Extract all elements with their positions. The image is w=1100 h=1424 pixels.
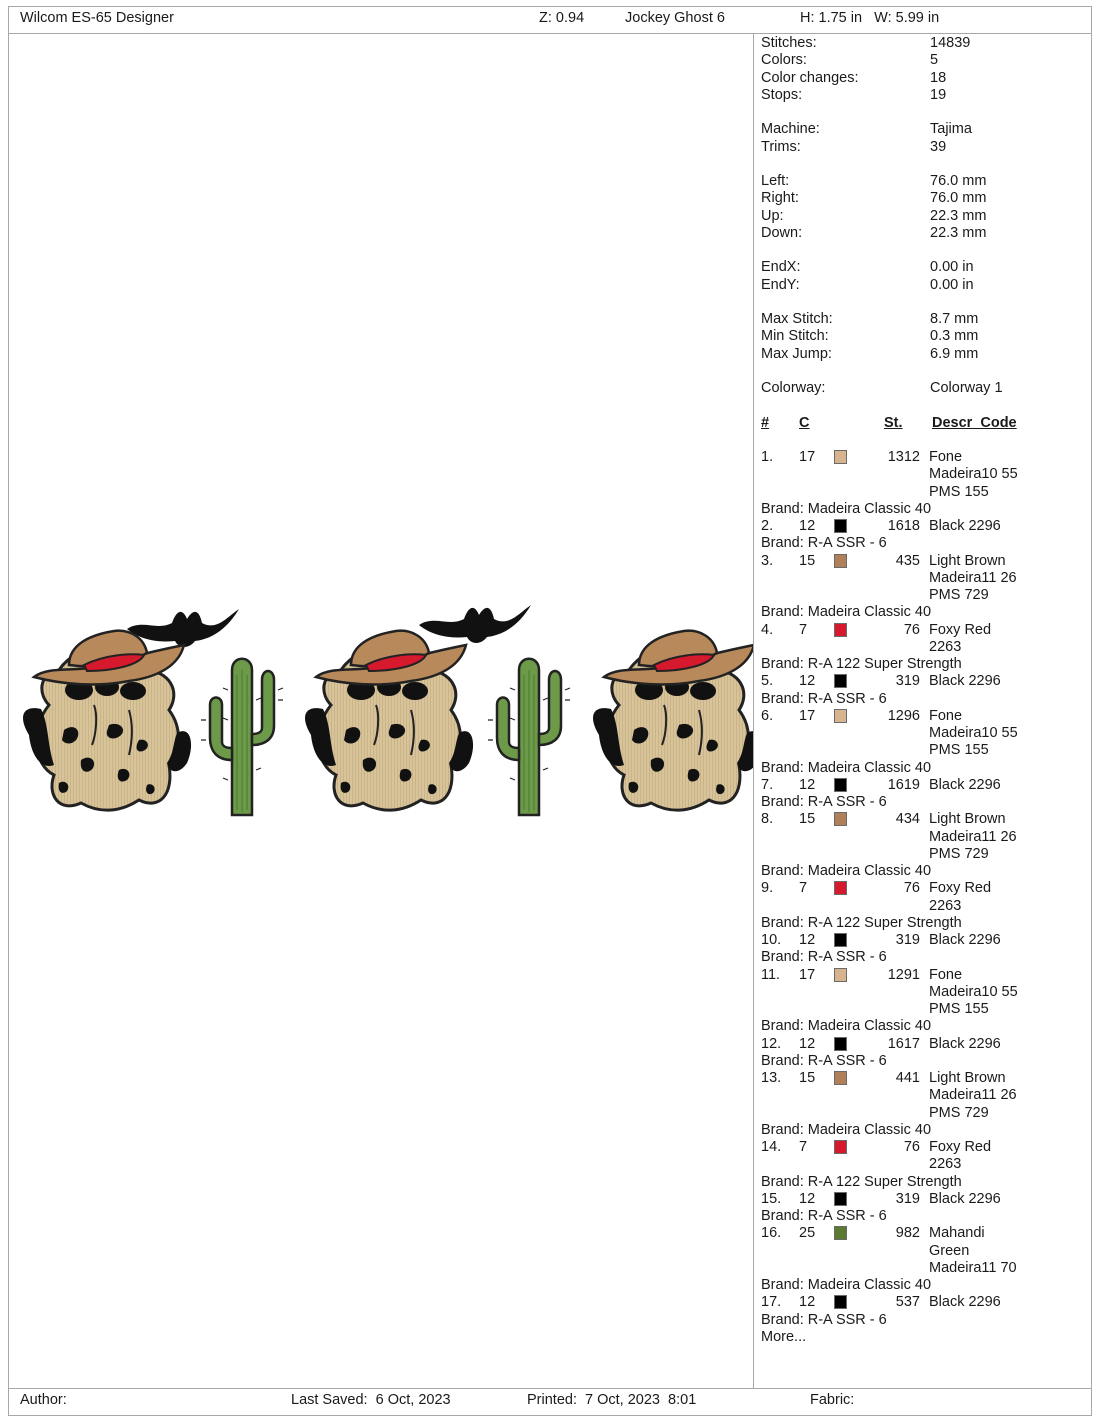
color-row xyxy=(761,622,1089,657)
color-row-brand: Brand: R-A SSR - 6 xyxy=(761,1311,887,1328)
color-row-num: 14. xyxy=(761,1139,782,1155)
color-row xyxy=(761,1225,1089,1277)
color-row xyxy=(761,811,1089,863)
stat-stops: Stops: 19 xyxy=(761,86,947,103)
color-row-code: 15 xyxy=(799,1070,816,1086)
color-row-brand: Brand: R-A 122 Super Strength xyxy=(761,1173,962,1190)
color-row xyxy=(761,777,1089,794)
col-stitches: St. xyxy=(884,414,903,431)
color-row xyxy=(761,932,1089,949)
color-row-stitches: 435 xyxy=(895,552,920,569)
color-row-stitches: 441 xyxy=(895,1070,920,1086)
color-row-brand: Brand: R-A 122 Super Strength xyxy=(761,914,962,931)
color-row-stitches: 319 xyxy=(895,1190,920,1207)
printed-date: Printed: 7 Oct, 2023 8:01 xyxy=(527,1392,697,1408)
stat-down: Down: 22.3 mm xyxy=(761,224,987,241)
stat-endx: EndX: 0.00 in xyxy=(761,259,974,276)
stat-machine: Machine: Tajima xyxy=(761,121,972,138)
color-row-num: 13. xyxy=(761,1070,782,1086)
color-row-desc: Fone Madeira10 55 PMS 155 xyxy=(929,449,1018,500)
color-row-stitches: 1619 xyxy=(887,776,920,793)
color-table xyxy=(761,449,1089,1329)
stat-max-stitch: Max Stitch: 8.7 mm xyxy=(761,311,979,327)
color-row xyxy=(761,449,1089,501)
color-swatch xyxy=(834,674,847,688)
color-swatch xyxy=(834,1295,847,1309)
color-swatch xyxy=(834,968,847,982)
color-row-num: 6. xyxy=(761,707,774,724)
color-row-brand: Brand: R-A 122 Super Strength xyxy=(761,656,962,672)
design-name: Jockey Ghost 6 xyxy=(625,10,725,26)
color-row-num: 12. xyxy=(761,1035,782,1052)
color-row-num: 11. xyxy=(761,966,781,983)
color-row-brand: Brand: R-A SSR - 6 xyxy=(761,535,887,552)
color-row-desc: Black 2296 xyxy=(929,1294,1001,1311)
color-row-stitches: 76 xyxy=(903,1139,920,1155)
color-row-desc: Foxy Red 2263 xyxy=(929,621,992,655)
ghost-icon-1 xyxy=(23,631,191,810)
color-row xyxy=(761,1191,1089,1208)
col-num: # xyxy=(761,414,770,431)
color-row-desc: Black 2296 xyxy=(929,518,1001,534)
color-swatch xyxy=(834,812,847,826)
design-motif xyxy=(23,605,753,815)
color-row xyxy=(761,673,1089,690)
design-size: H: 1.75 in W: 5.99 in xyxy=(800,10,940,26)
color-row-desc: Black 2296 xyxy=(929,1035,1001,1052)
color-row-code: 17 xyxy=(799,966,816,983)
stat-right: Right: 76.0 mm xyxy=(761,190,987,207)
color-row-brand: Brand: Madeira Classic 40 xyxy=(761,604,932,621)
color-row-num: 9. xyxy=(761,880,774,897)
color-row-num: 8. xyxy=(761,811,774,828)
color-row-desc: Mahandi Green Madeira11 70 xyxy=(929,1225,1017,1276)
color-swatch xyxy=(834,554,847,568)
color-row xyxy=(761,880,1089,915)
panel-divider xyxy=(753,34,754,1388)
color-row-stitches: 319 xyxy=(895,673,920,690)
color-row xyxy=(761,1036,1089,1053)
color-row-code: 12 xyxy=(799,1190,816,1207)
ghost-icon-2 xyxy=(305,631,473,810)
color-row-brand: Brand: Madeira Classic 40 xyxy=(761,1121,932,1138)
color-row-num: 17. xyxy=(761,1294,782,1311)
color-row-code: 15 xyxy=(799,552,816,569)
color-row-num: 5. xyxy=(761,673,774,690)
stat-endy: EndY: 0.00 in xyxy=(761,276,974,293)
color-swatch xyxy=(834,623,847,637)
stat-max-jump: Max Jump: 6.9 mm xyxy=(761,345,979,362)
footer-bar xyxy=(8,1388,1092,1416)
stat-left: Left: 76.0 mm xyxy=(761,173,987,189)
stats-panel xyxy=(761,35,1089,1346)
color-row-code: 12 xyxy=(799,776,816,793)
color-row-brand: Brand: R-A SSR - 6 xyxy=(761,690,887,707)
stat-color-changes: Color changes: 18 xyxy=(761,69,947,86)
color-row-num: 10. xyxy=(761,932,782,948)
color-table-header xyxy=(761,415,1089,432)
color-row-desc: Fone Madeira10 55 PMS 155 xyxy=(929,966,1018,1017)
fabric-label: Fabric: xyxy=(810,1392,855,1408)
stat-stitches: Stitches: 14839 xyxy=(761,35,971,51)
col-code: C xyxy=(799,414,810,431)
color-row-brand: Brand: R-A SSR - 6 xyxy=(761,949,887,966)
color-row-brand: Brand: R-A SSR - 6 xyxy=(761,1208,887,1224)
color-row-num: 3. xyxy=(761,552,774,569)
stat-up: Up: 22.3 mm xyxy=(761,207,987,224)
color-row-desc: Light Brown Madeira11 26 PMS 729 xyxy=(929,811,1017,862)
color-row-num: 2. xyxy=(761,518,774,534)
color-row-brand: Brand: R-A SSR - 6 xyxy=(761,1052,887,1069)
color-swatch xyxy=(834,933,847,947)
color-row-stitches: 537 xyxy=(895,1294,920,1311)
last-saved: Last Saved: 6 Oct, 2023 xyxy=(291,1392,451,1408)
ghost-icon-3 xyxy=(593,631,753,810)
color-row-code: 7 xyxy=(799,880,808,897)
color-row-desc: Foxy Red 2263 xyxy=(929,880,992,914)
stat-min-stitch: Min Stitch: 0.3 mm xyxy=(761,328,979,345)
color-row-code: 17 xyxy=(799,707,816,724)
color-row-code: 25 xyxy=(799,1225,816,1242)
color-row-code: 7 xyxy=(799,1139,808,1155)
color-row-code: 7 xyxy=(799,621,808,638)
color-row-desc: Light Brown Madeira11 26 PMS 729 xyxy=(929,552,1017,603)
color-row-desc: Black 2296 xyxy=(929,1190,1001,1207)
color-row-code: 12 xyxy=(799,1035,816,1052)
author-label: Author: xyxy=(20,1392,67,1408)
zoom-level: Z: 0.94 xyxy=(539,10,585,26)
color-row xyxy=(761,1294,1089,1311)
color-row-code: 12 xyxy=(799,673,816,690)
color-row-brand: Brand: R-A SSR - 6 xyxy=(761,794,887,810)
color-swatch xyxy=(834,709,847,723)
color-swatch xyxy=(834,519,847,533)
color-row-desc: Fone Madeira10 55 PMS 155 xyxy=(929,707,1018,759)
color-row-stitches: 1618 xyxy=(887,518,920,534)
color-swatch xyxy=(834,1226,847,1240)
color-row xyxy=(761,708,1089,760)
color-row xyxy=(761,967,1089,1019)
stat-colors: Colors: 5 xyxy=(761,52,939,69)
color-row-num: 1. xyxy=(761,449,774,465)
color-row-code: 12 xyxy=(799,1294,816,1311)
color-row-desc: Black 2296 xyxy=(929,932,1001,948)
color-row-stitches: 1312 xyxy=(887,449,920,465)
color-row-stitches: 982 xyxy=(895,1225,920,1242)
color-swatch xyxy=(834,778,847,792)
col-descr: Descr_Code xyxy=(932,414,1017,431)
color-swatch xyxy=(834,1192,847,1206)
color-swatch xyxy=(834,1071,847,1085)
color-row-code: 15 xyxy=(799,811,816,828)
color-row-num: 16. xyxy=(761,1225,782,1242)
color-row-stitches: 76 xyxy=(903,880,920,897)
color-row xyxy=(761,518,1089,535)
color-row-stitches: 1291 xyxy=(887,966,920,983)
color-row-stitches: 1296 xyxy=(887,707,920,724)
embroidery-preview xyxy=(9,35,753,1387)
color-row-code: 17 xyxy=(799,449,816,465)
color-row-num: 4. xyxy=(761,621,774,638)
bat-icon-2 xyxy=(419,605,531,643)
color-row-code: 12 xyxy=(799,932,816,948)
color-row-stitches: 76 xyxy=(903,621,920,638)
stat-colorway: Colorway: Colorway 1 xyxy=(761,380,1003,396)
color-swatch xyxy=(834,1037,847,1051)
cactus-icon-2 xyxy=(488,659,570,815)
more-link[interactable]: More... xyxy=(761,1328,807,1345)
app-title: Wilcom ES-65 Designer xyxy=(20,10,174,26)
color-row-stitches: 319 xyxy=(895,932,920,948)
color-row xyxy=(761,1139,1089,1174)
color-row-num: 15. xyxy=(761,1190,782,1207)
color-row-brand: Brand: Madeira Classic 40 xyxy=(761,1277,932,1293)
color-row-desc: Foxy Red 2263 xyxy=(929,1139,992,1173)
cactus-icon-1 xyxy=(201,659,283,815)
color-row-stitches: 434 xyxy=(895,811,920,828)
color-row-stitches: 1617 xyxy=(887,1035,920,1052)
color-swatch xyxy=(834,881,847,895)
color-row-brand: Brand: Madeira Classic 40 xyxy=(761,759,932,776)
color-swatch xyxy=(834,450,847,464)
color-row-code: 12 xyxy=(799,518,816,534)
color-row-num: 7. xyxy=(761,776,774,793)
design-canvas[interactable] xyxy=(9,35,753,1387)
color-row-desc: Light Brown Madeira11 26 PMS 729 xyxy=(929,1070,1017,1121)
bat-icon-1 xyxy=(127,609,239,647)
color-row-desc: Black 2296 xyxy=(929,673,1001,690)
color-row-brand: Brand: Madeira Classic 40 xyxy=(761,500,932,517)
stat-trims: Trims: 39 xyxy=(761,138,947,155)
color-row xyxy=(761,1070,1089,1122)
header-bar xyxy=(8,6,1092,34)
color-swatch xyxy=(834,1140,847,1154)
color-row-desc: Black 2296 xyxy=(929,776,1001,793)
color-row-brand: Brand: Madeira Classic 40 xyxy=(761,863,932,879)
color-row-brand: Brand: Madeira Classic 40 xyxy=(761,1018,932,1035)
color-row xyxy=(761,553,1089,605)
